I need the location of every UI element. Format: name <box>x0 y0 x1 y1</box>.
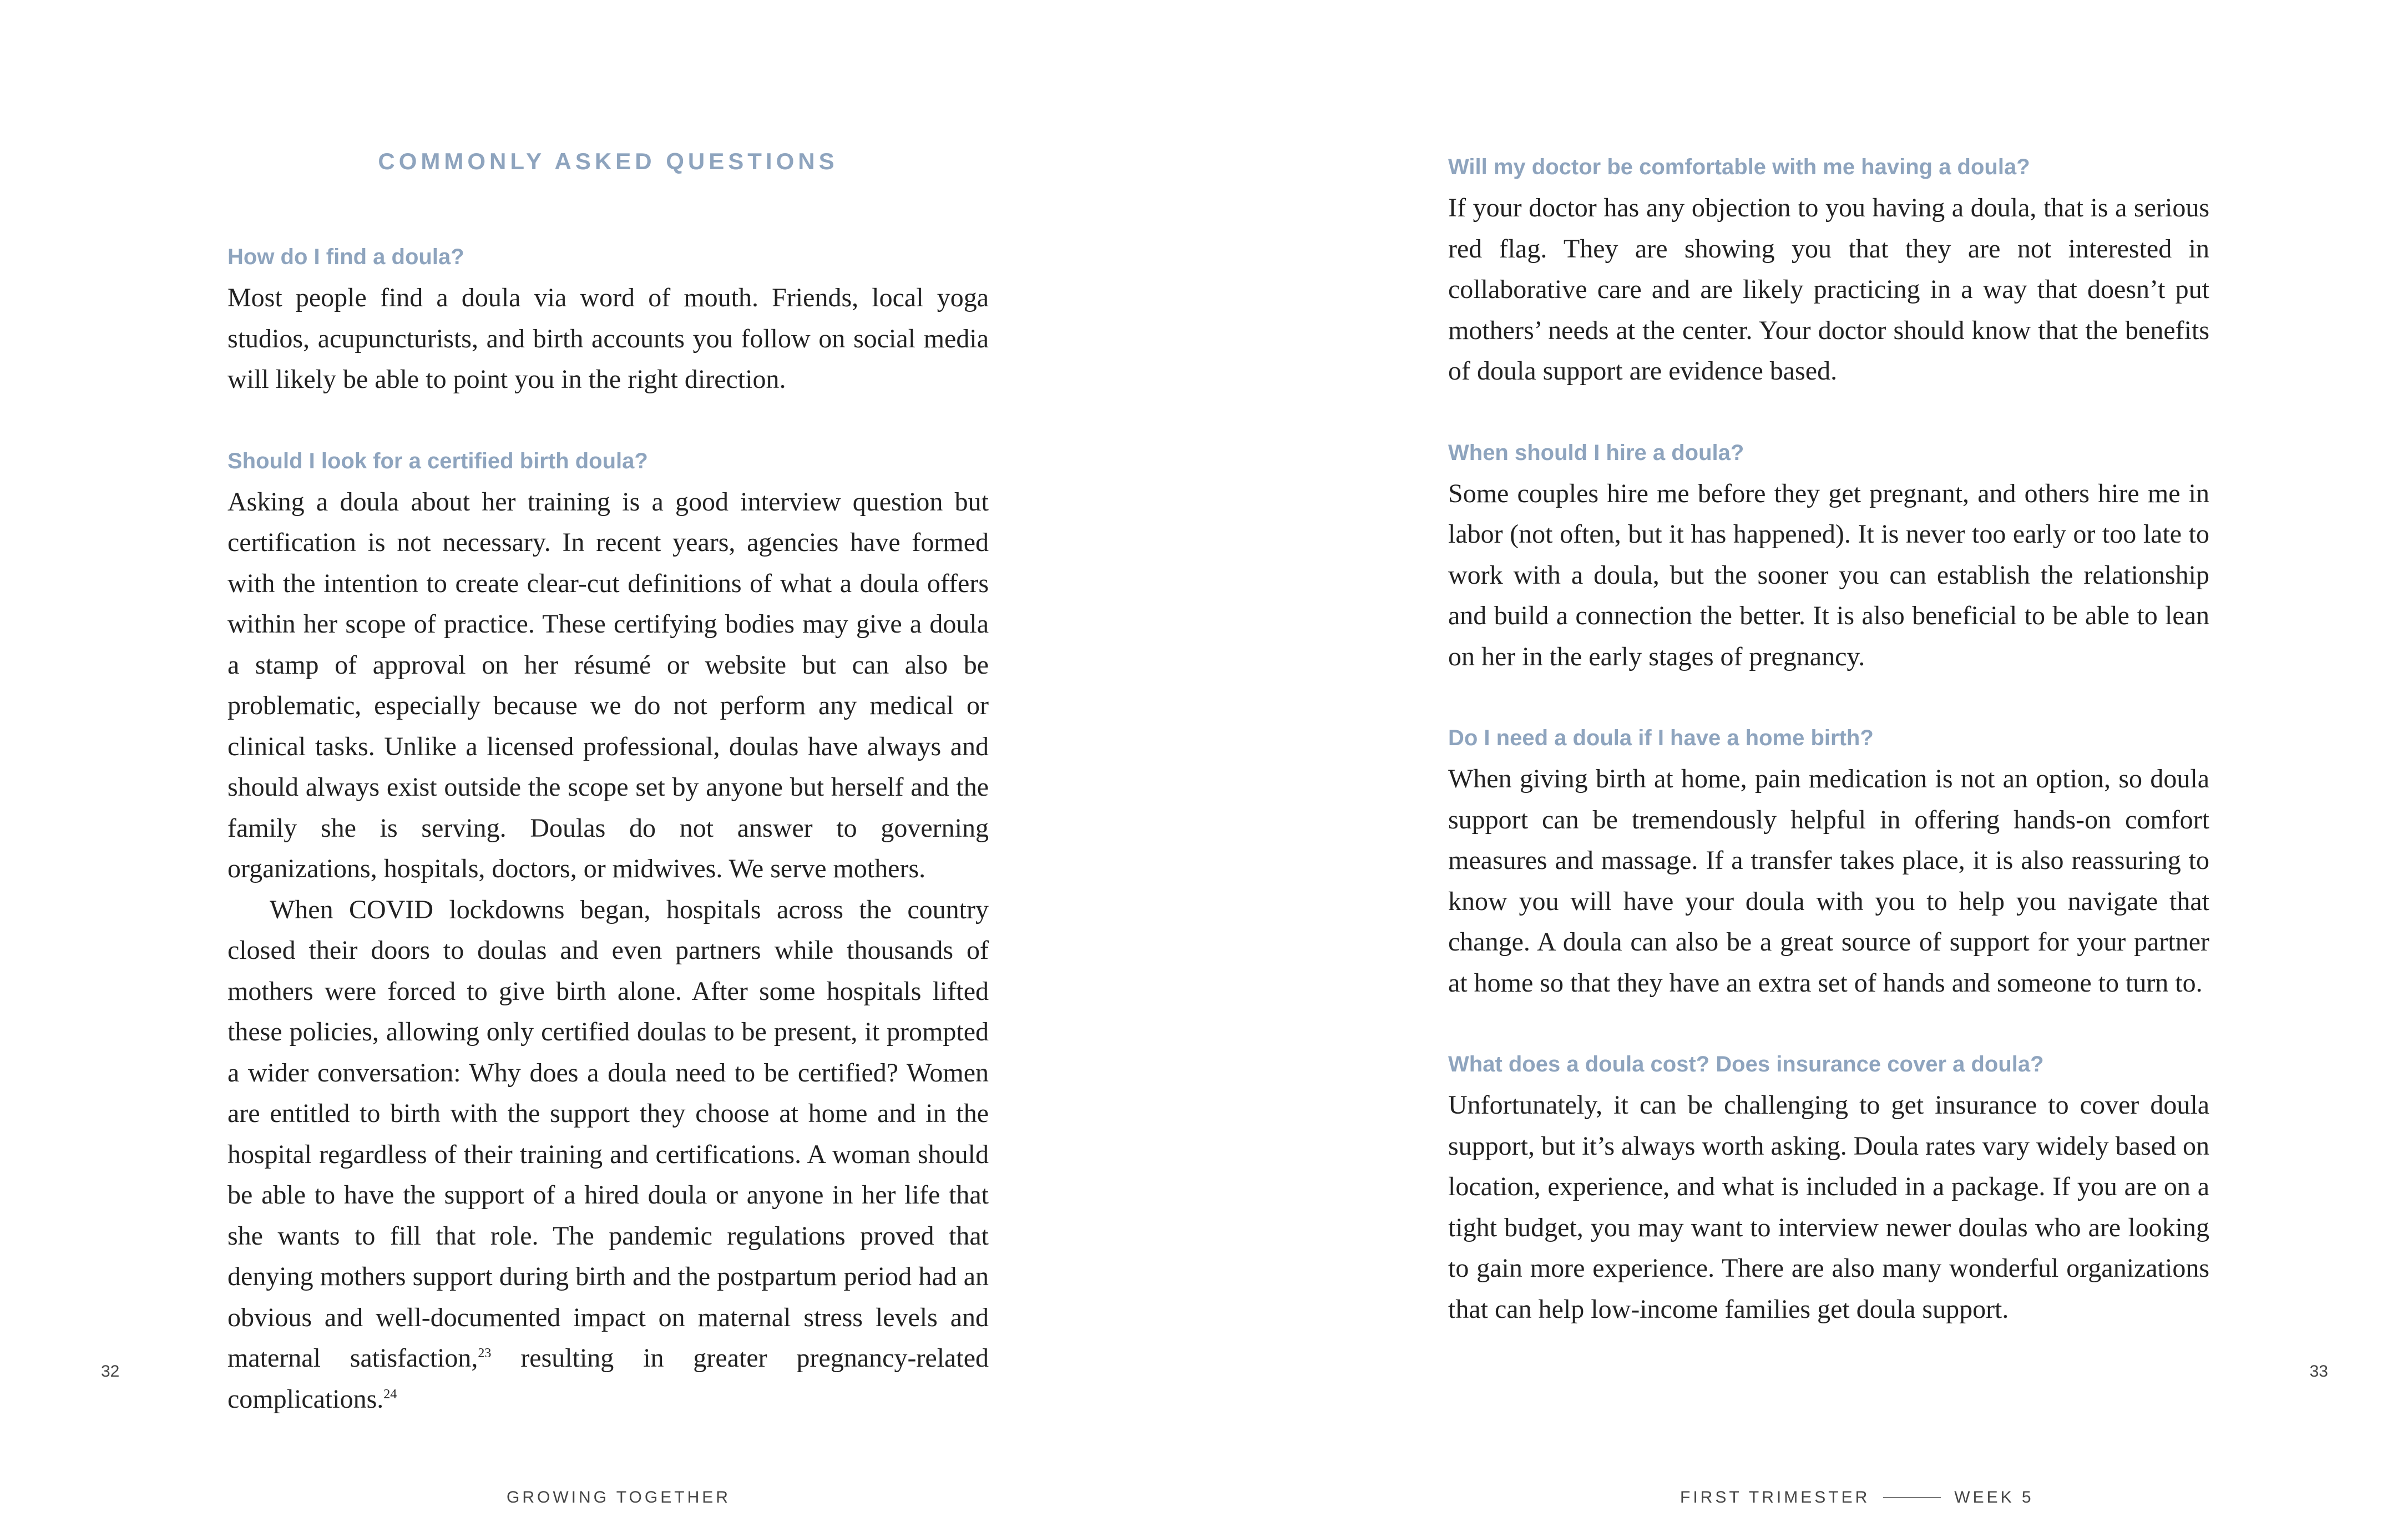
running-footer <box>1680 1488 2034 1507</box>
answer-paragraph: When giving birth at home, pain medication is not an option, so doula support can be tremendously helpful in offering hands-on comfort measures and massage. If a transfer takes place, it is also reassuring to know you will have your doula with you to help you navigate that change. A doula can also be a great source of support for your partner at home so that they have an extra set of hands and someone to turn to. <box>1448 764 2209 998</box>
left-text-column <box>227 141 989 1419</box>
question-heading: Should I look for a certified birth doula? <box>227 448 648 473</box>
endnote-reference: 23 <box>478 1346 492 1361</box>
endnote-reference: 24 <box>383 1387 397 1402</box>
answer-paragraph: Asking a doula about her training is a good interview question but certification is not necessary. In recent years, agencies have formed with the intention to create clear-cut definitions of what a doula offers within her scope of practice. These certifying bodies may give a doula a stamp of approval on her résumé or website but can also be problematic, especially because we do not perform any medical or clinical tasks. Unlike a licensed professional, doulas have always and should always exist outside the scope set by anyone but herself and the family she is serving. Doulas do not answer to governing organizations, hospitals, doctors, or midwives. We serve mothers. <box>227 487 989 883</box>
answer-paragraph-continued <box>227 889 989 1420</box>
question-heading: When should I hire a doula? <box>1448 440 1744 465</box>
answer-paragraph: Unfortunately, it can be challenging to get insurance to cover doula support, but it’s always worth asking. Doula rates vary widely based on location, experience, and what is included in a package. If you are on a tight budget, you may want to interview newer doulas who are looking to gain more experience. There are also many wonderful organizations that can help low-income families get doula support. <box>1448 1090 2209 1324</box>
answer-paragraph: If your doctor has any objection to you having a doula, that is a serious red flag. They are showing you that they are not interested in collaborative care and are likely practicing in a way that doesn’t put mothers’ needs at the center. Your doctor should know that the benefits of doula support are evidence based. <box>1448 193 2209 386</box>
section-title: COMMONLY ASKED QUESTIONS <box>378 148 838 174</box>
footer-week: WEEK 5 <box>1954 1488 2034 1506</box>
running-footer: GROWING TOGETHER <box>507 1488 731 1506</box>
right-text-column <box>1448 147 2209 1329</box>
footer-rule <box>1883 1497 1941 1498</box>
question-heading: What does a doula cost? Does insurance cover a doula? <box>1448 1052 2044 1076</box>
page-number: 33 <box>2309 1362 2328 1381</box>
question-heading: Do I need a doula if I have a home birth? <box>1448 726 1874 750</box>
question-heading: How do I find a doula? <box>227 245 464 269</box>
page-number: 32 <box>101 1362 120 1381</box>
right-page <box>1204 0 2408 1537</box>
paragraph-tail: resulting in greater pregnancy-related complications. <box>227 1343 989 1414</box>
answer-paragraph: Some couples hire me before they get pregnant, and others hire me in labor (not often, but it has happened). It is never too early or too late to work with a doula, but the sooner you can establish the relationship and build a connection the better. It is also beneficial to be able to lean on her in the early stages of pregnancy. <box>1448 478 2209 671</box>
answer-paragraph: Most people find a doula via word of mouth. Friends, local yoga studios, acupuncturists, and birth accounts you follow on social media will likely be able to point you in the right direction. <box>227 283 989 394</box>
footer-part: FIRST TRIMESTER <box>1680 1488 1870 1506</box>
paragraph-text: When COVID lockdowns began, hospitals across the country closed their doors to doulas and even partners while thousands of mothers were forced to give birth alone. After some hospitals lifted these policies, allowing only certified doulas to be present, it prompted a wider conversation: Why does a doula need to be certified? Women are entitled to birth with the support they choose at home and in the hospital regardless of their training and certifications. A woman should be able to have the support of a hired doula or anyone in her life that she wants to fill that role. The pandemic regulations proved that denying mothers support during birth and the postpartum period had an obvious and well-documented impact on maternal stress levels and maternal satisfaction, <box>227 894 989 1373</box>
question-heading: Will my doctor be comfortable with me having a doula? <box>1448 155 2030 179</box>
